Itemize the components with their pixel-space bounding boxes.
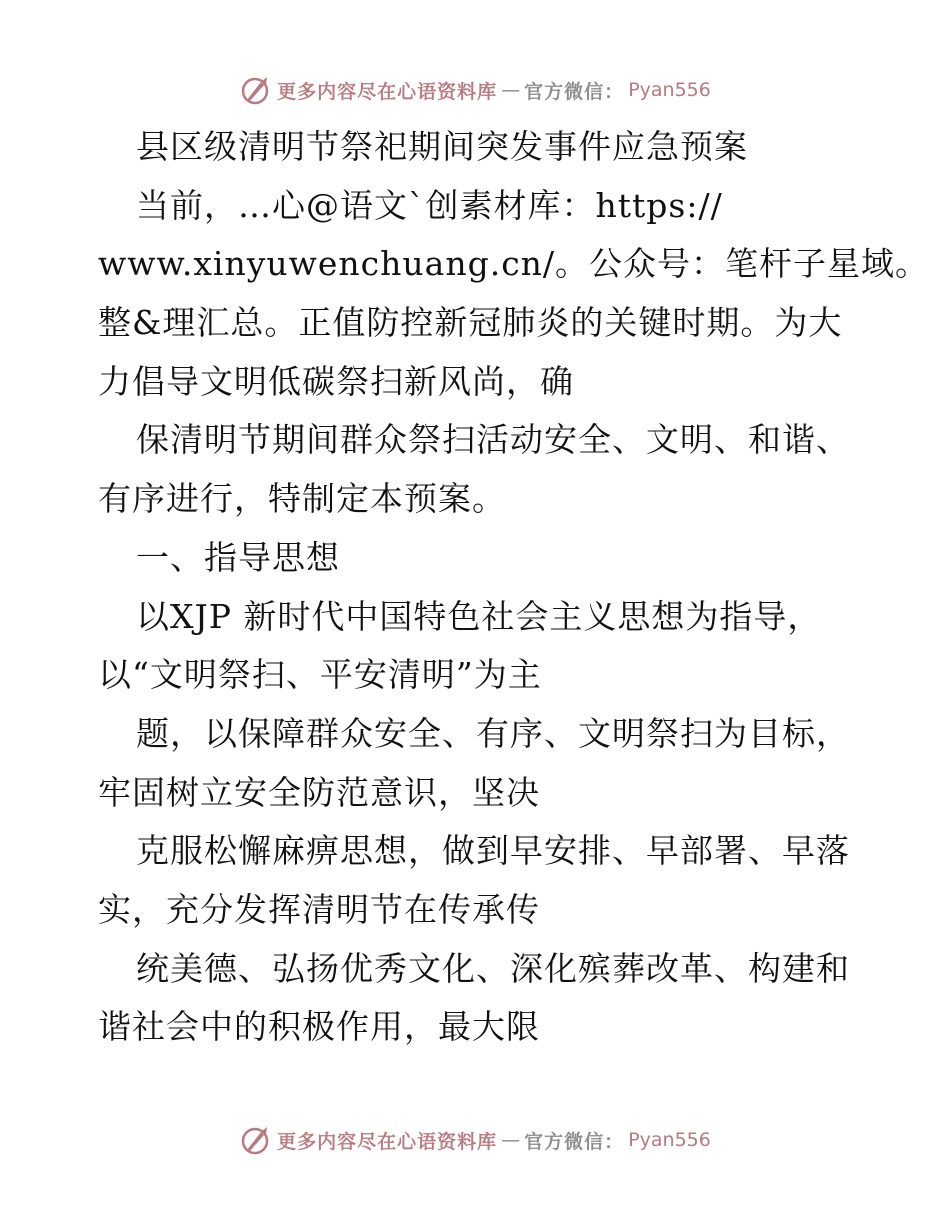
watermark-wechat-id: Pyan556: [628, 1129, 711, 1151]
paragraph-line: 当前，…心@语文`创素材库：https://: [136, 185, 723, 225]
paragraph-line: 题，以保障群众安全、有序、文明祭扫为目标，: [136, 713, 850, 753]
header-watermark: [0, 70, 950, 110]
paragraph-line: 谐社会中的积极作用，最大限: [98, 1007, 540, 1047]
watermark-separator: —: [501, 79, 521, 101]
watermark-text: 更多内容尽在心语资料库: [277, 1130, 498, 1153]
watermark-separator: —: [501, 1129, 521, 1151]
paragraph-line: 以XJP 新时代中国特色社会主义思想为指导，: [136, 596, 822, 636]
footer-watermark: [0, 1120, 950, 1160]
paragraph-line: 实，充分发挥清明节在传承传: [98, 889, 540, 929]
watermark-wechat-id: Pyan556: [628, 79, 711, 101]
quill-pen-logo-icon: [239, 74, 271, 106]
paragraph-line: 有序进行，特制定本预案。: [98, 479, 506, 519]
document-title: 县区级清明节祭祀期间突发事件应急预案: [136, 127, 748, 166]
paragraph-line: 统美德、弘扬优秀文化、深化殡葬改革、构建和: [136, 948, 850, 988]
paragraph-line: 以“文明祭扫、平安清明”为主: [98, 655, 542, 695]
quill-pen-logo-icon: [239, 1124, 271, 1156]
watermark-wechat-label: 官方微信：: [524, 80, 625, 103]
watermark-text: 更多内容尽在心语资料库: [277, 80, 498, 103]
section-heading: 一、指导思想: [136, 537, 340, 577]
paragraph-line: 牢固树立安全防范意识，坚决: [98, 772, 540, 812]
paragraph-line: 整&理汇总。正值防控新冠肺炎的关键时期。为大: [98, 303, 843, 343]
paragraph-line: 力倡导文明低碳祭扫新风尚，确: [98, 361, 574, 401]
paragraph-line: 保清明节期间群众祭扫活动安全、文明、和谐、: [136, 420, 850, 460]
document-body: [98, 118, 930, 1057]
paragraph-line: 克服松懈麻痹思想，做到早安排、早部署、早落: [136, 831, 850, 871]
watermark-wechat-label: 官方微信：: [524, 1130, 625, 1153]
paragraph-line: www.xinyuwenchuang.cn/。公众号：笔杆子星域。: [98, 244, 930, 284]
